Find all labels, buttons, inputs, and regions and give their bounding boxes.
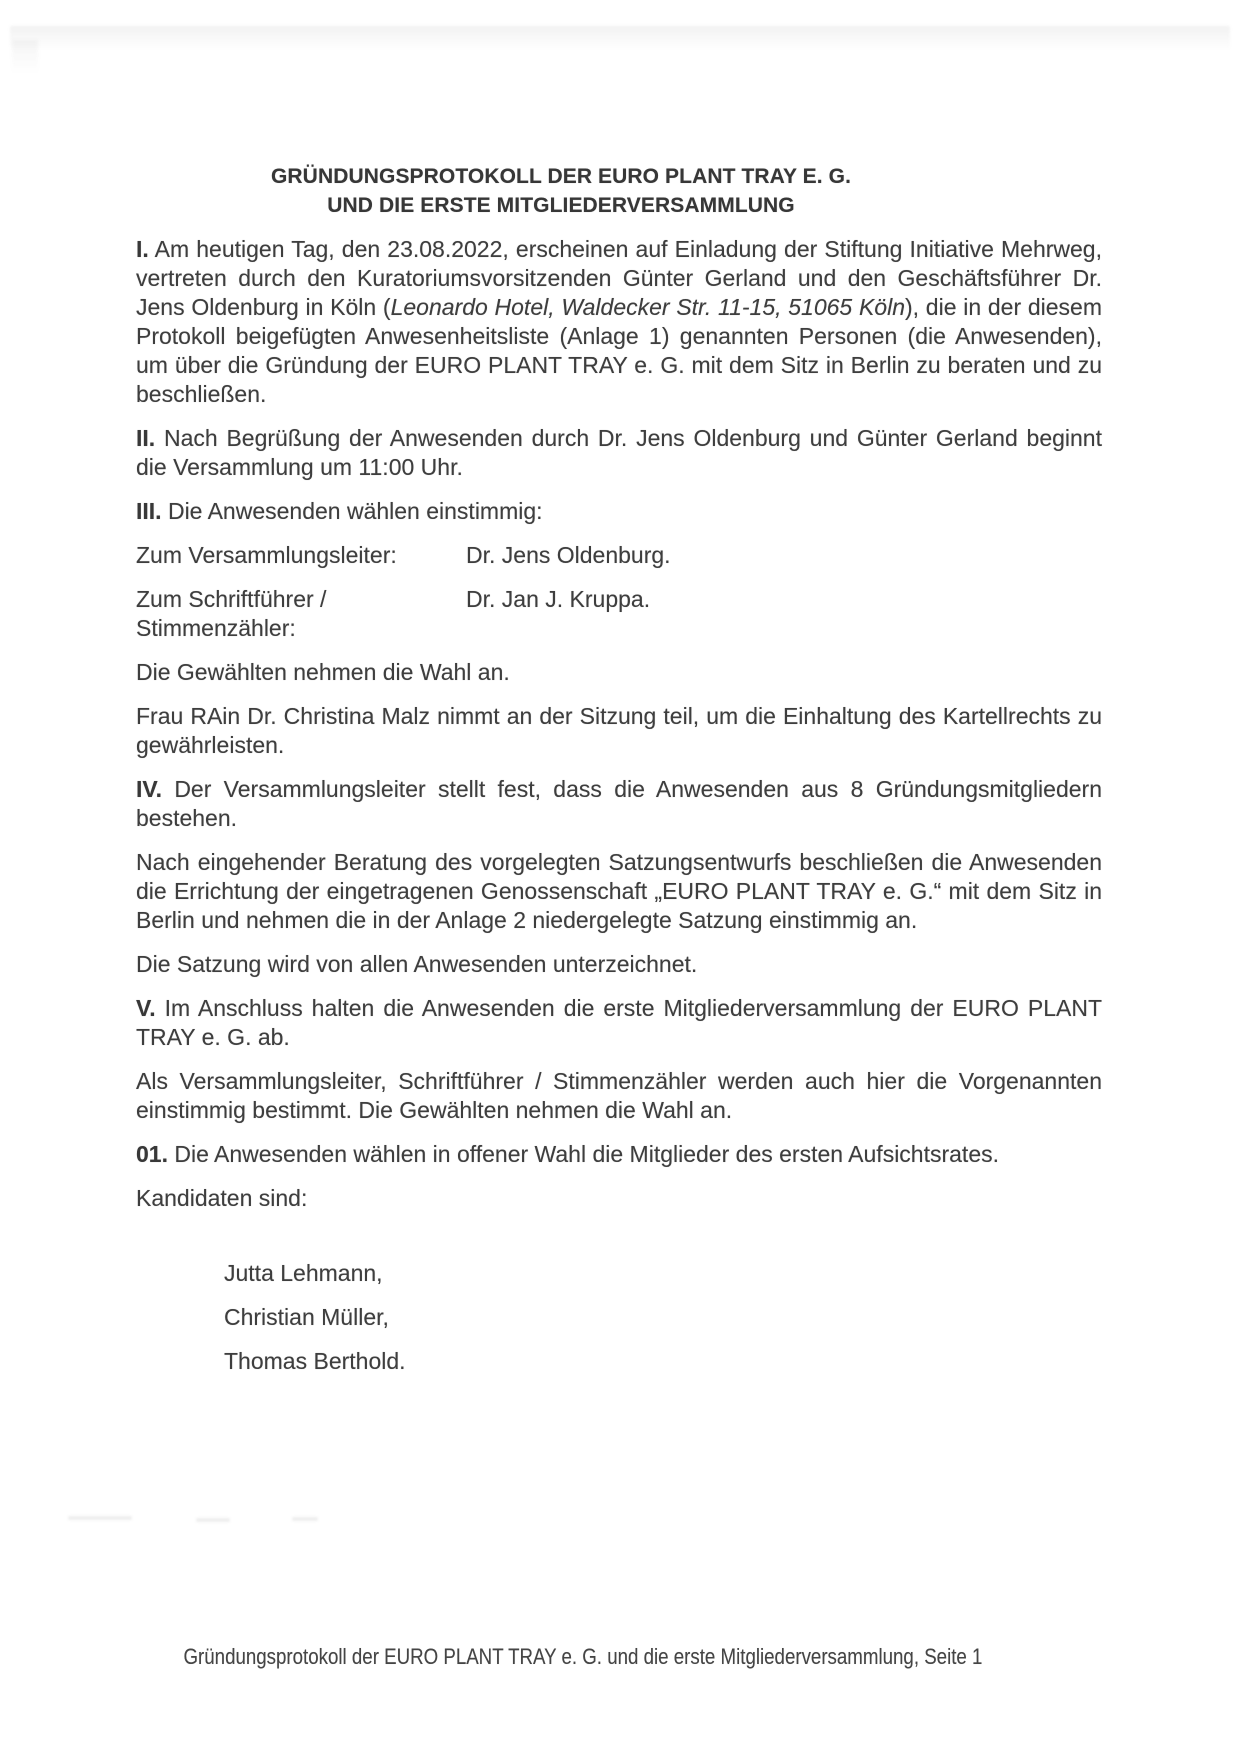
scan-artifact-smudge [196, 1518, 230, 1522]
candidate-name: Thomas Berthold. [224, 1348, 406, 1374]
election-row-schriftfuehrer [136, 585, 1102, 643]
document-title [136, 162, 986, 220]
candidate-name: Christian Müller, [224, 1304, 389, 1330]
page-footer-text: Gründungsprotokoll der EURO PLANT TRAY e. G. und die erste Mitgliederversammlung, Seite 1 [183, 1644, 983, 1669]
section-01-text: Die Anwesenden wählen in offener Wahl die Mitglieder des ersten Aufsichtsrates. [167, 1141, 1000, 1167]
paragraph-section-iv [136, 775, 1102, 833]
section-iv-text: Der Versammlungsleiter stellt fest, dass die Anwesenden aus 8 Gründungsmitgliedern bestehen. [136, 776, 1102, 831]
section-iii-text: Die Anwesenden wählen einstimmig: [161, 498, 543, 524]
section-i-text-cont: ), die in der diesem Protokoll beigefügten Anwesenheitsliste (Anlage 1) genannten Personen (die Anwesenden), um über die Gründung der EURO PLANT TRAY e. G. mit dem Sitz in Berlin zu beraten und zu beschließen. [136, 294, 1103, 407]
section-i-hotel-address: Leonardo Hotel, Waldecker Str. 11-15, 51065 Köln [390, 294, 905, 320]
election-role-label: Zum Schriftführer / Stimmenzähler: [136, 586, 327, 641]
scan-artifact-top-band [10, 26, 1230, 50]
page-footer [0, 1643, 1242, 1670]
section-i-text: Am heutigen Tag, den 23.08.2022, erscheinen auf Einladung der Stiftung Initiative Mehrweg, vertreten durch den Kuratoriumsvorsitzenden Günter Gerland und den Geschäftsführer Dr. Jens Oldenburg in Köln ( [136, 236, 1102, 320]
candidate-name: Jutta Lehmann, [224, 1260, 383, 1286]
paragraph-section-v [136, 994, 1102, 1052]
paragraph-satzung-unterzeichnet: Die Satzung wird von allen Anwesenden unterzeichnet. [136, 951, 698, 977]
document-title-line-1: GRÜNDUNGSPROTOKOLL DER EURO PLANT TRAY E. G. [270, 165, 851, 188]
section-v-text: Im Anschluss halten die Anwesenden die erste Mitgliederversammlung der EURO PLANT TRAY e. G. ab. [136, 995, 1102, 1050]
paragraph-kartellrecht: Frau RAin Dr. Christina Malz nimmt an der Sitzung teil, um die Einhaltung des Kartellrechts zu gewährleisten. [136, 703, 1102, 758]
section-iv-numeral: IV. [136, 776, 163, 802]
paragraph-leiter-bestimmung: Als Versammlungsleiter, Schriftführer / Stimmenzähler werden auch hier die Vorgenannten einstimmig bestimmt. Die Gewählten nehmen die Wahl an. [136, 1068, 1102, 1123]
section-i-numeral: I. [136, 236, 149, 262]
document-body [136, 162, 1102, 1391]
election-person-value: Dr. Jens Oldenburg. [466, 542, 671, 568]
document-title-line-2: UND DIE ERSTE MITGLIEDERVERSAMMLUNG [327, 194, 795, 217]
scan-artifact-left-nub [12, 40, 38, 74]
kandidaten-heading: Kandidaten sind: [136, 1185, 308, 1211]
paragraph-section-01 [136, 1140, 1102, 1169]
section-iii-numeral: III. [136, 498, 162, 524]
section-01-numeral: 01. [136, 1141, 168, 1167]
paragraph-section-iii [136, 497, 1102, 526]
election-role-label: Zum Versammlungsleiter: [136, 542, 397, 568]
election-person-value: Dr. Jan J. Kruppa. [466, 586, 651, 612]
paragraph-wahl-annahme: Die Gewählten nehmen die Wahl an. [136, 659, 510, 685]
scan-artifact-smudge [292, 1517, 318, 1521]
paragraph-section-i [136, 235, 1102, 409]
section-v-numeral: V. [136, 995, 156, 1021]
scan-artifact-smudge [68, 1516, 132, 1520]
election-row-versammlungsleiter [136, 541, 1102, 570]
section-ii-text: Nach Begrüßung der Anwesenden durch Dr. Jens Oldenburg und Günter Gerland beginnt die Versammlung um 11:00 Uhr. [136, 425, 1102, 480]
paragraph-section-ii [136, 424, 1102, 482]
section-ii-numeral: II. [136, 425, 156, 451]
paragraph-satzung-beschluss: Nach eingehender Beratung des vorgelegten Satzungsentwurfs beschließen die Anwesenden die Errichtung der eingetragenen Genossenschaft „EURO PLANT TRAY e. G.“ mit dem Sitz in Berlin und nehmen die in der Anlage 2 niedergelegte Satzung einstimmig an. [136, 849, 1102, 933]
